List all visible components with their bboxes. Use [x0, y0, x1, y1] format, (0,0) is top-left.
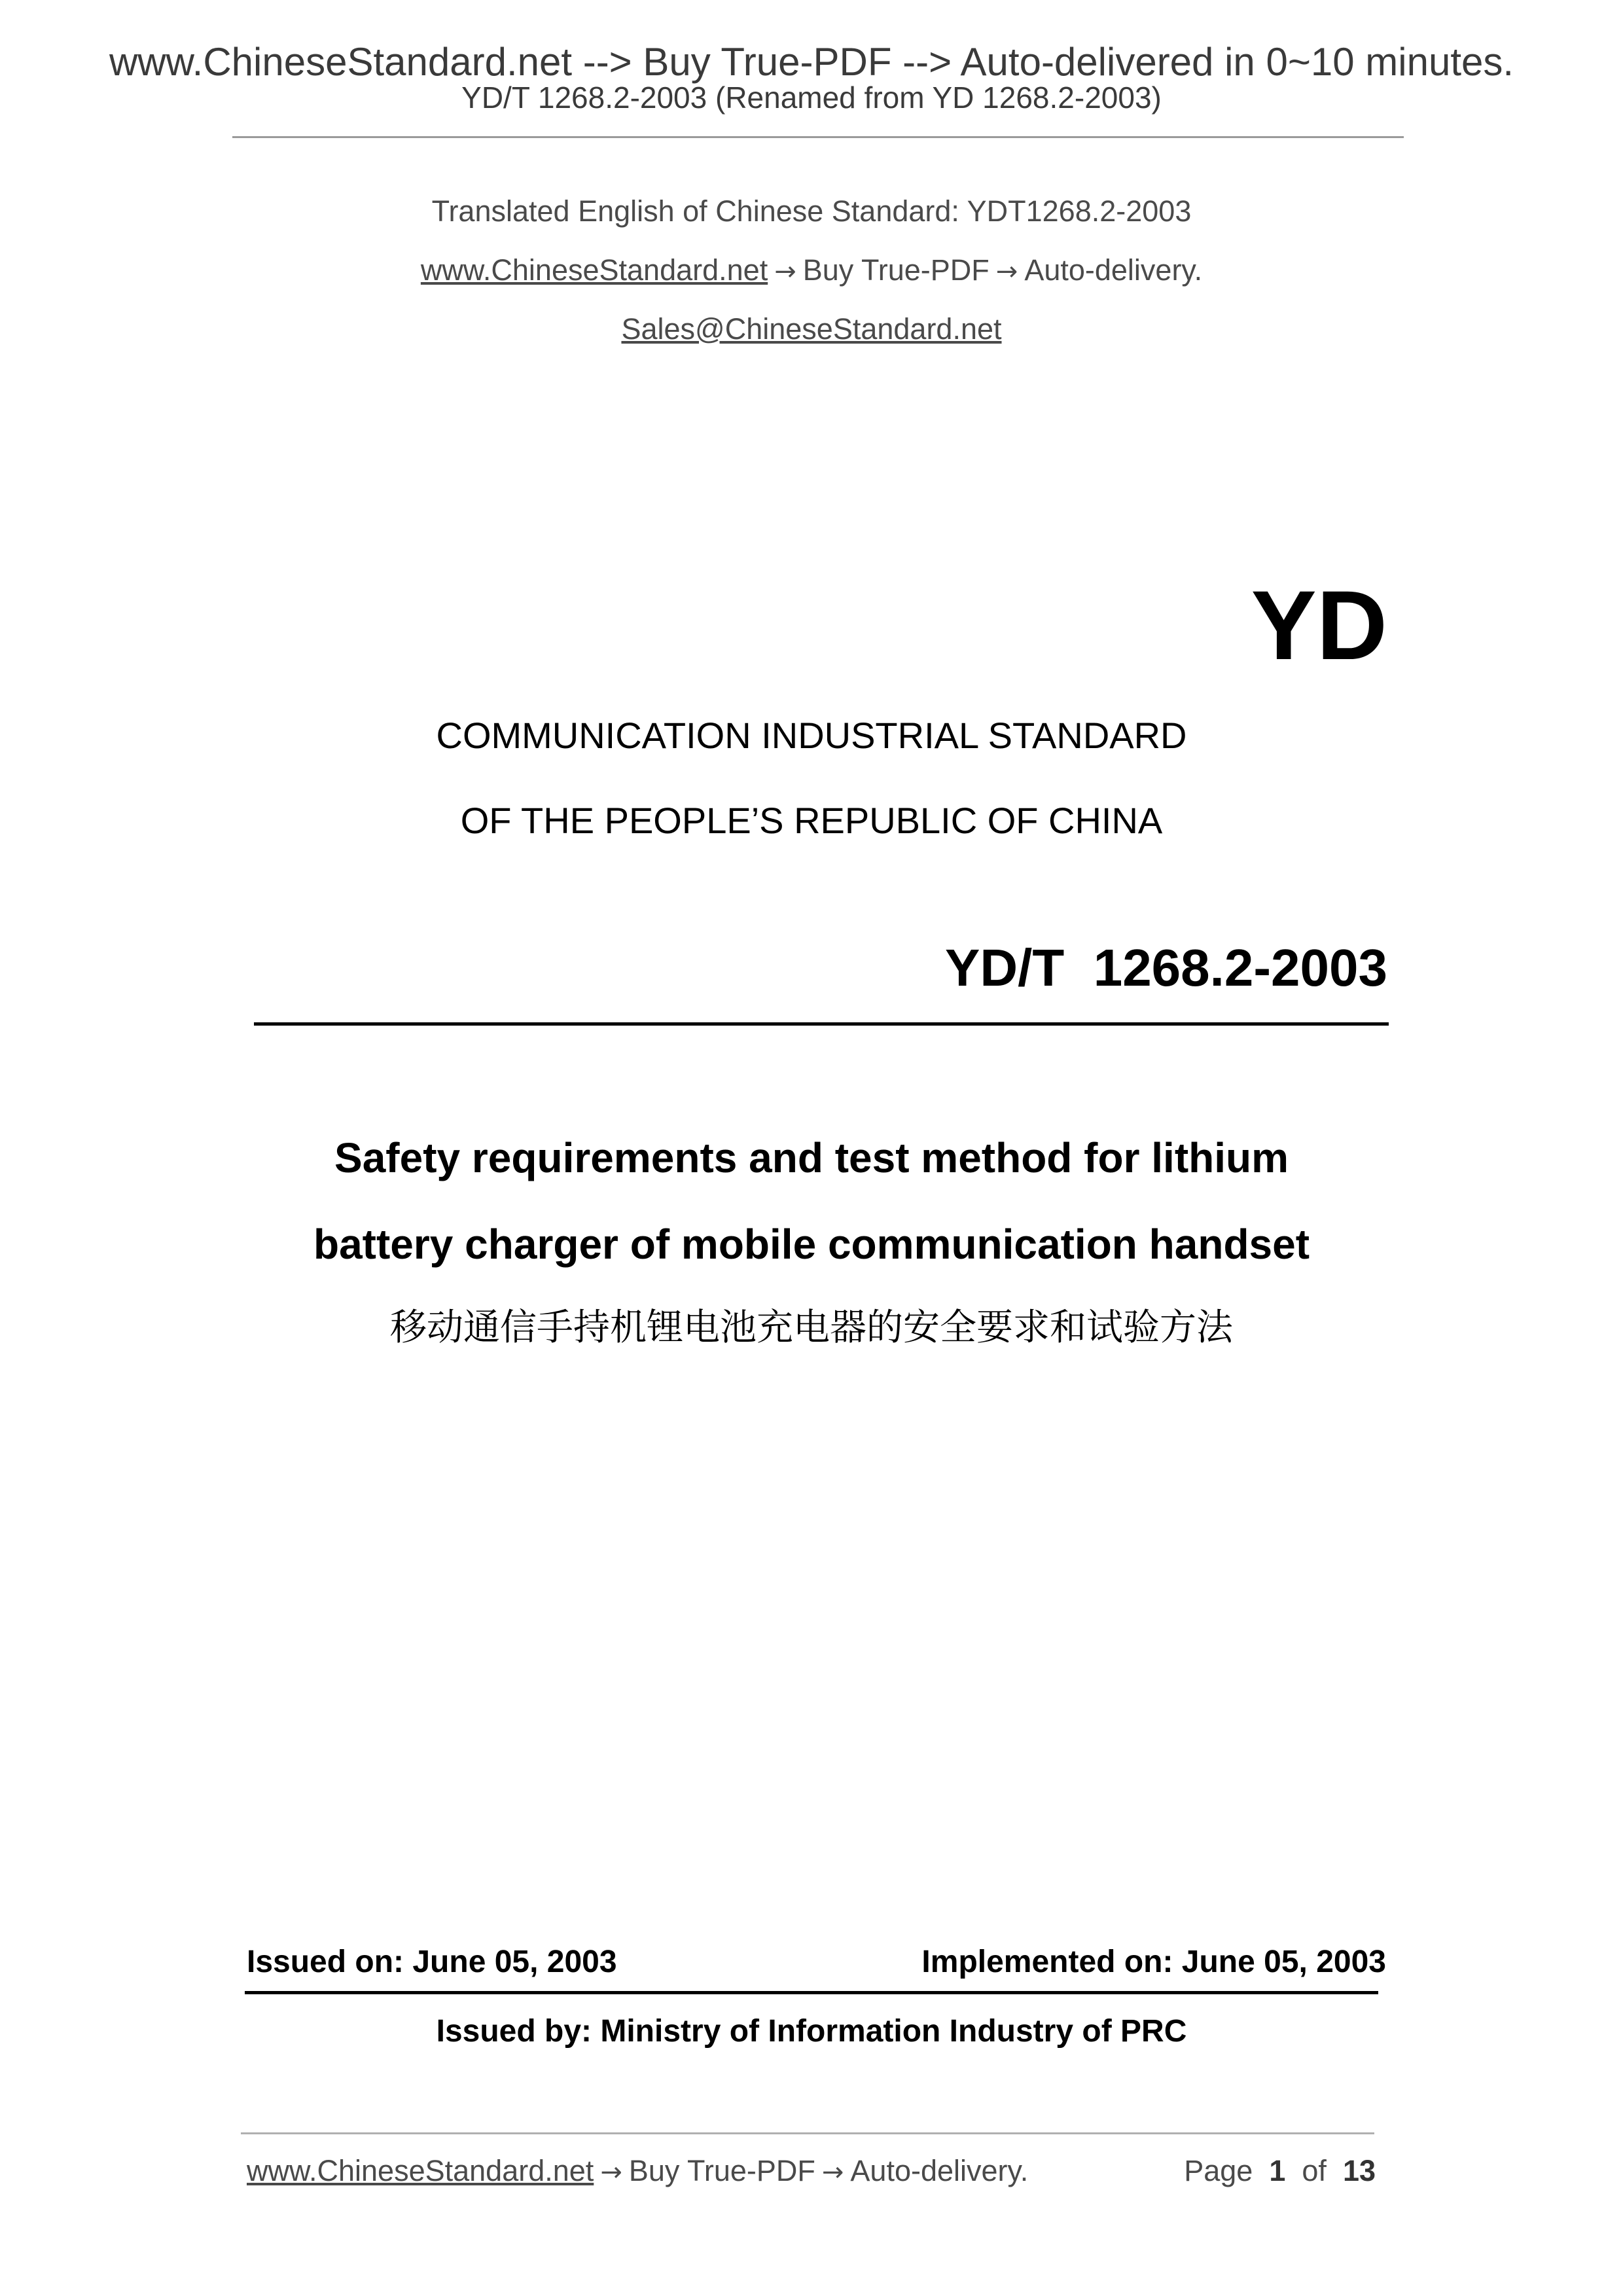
footer-site-link[interactable]: www.ChineseStandard.net — [247, 2154, 594, 2187]
standard-number-rule — [254, 1022, 1389, 1026]
standard-number: YD/T 1268.2-2003 — [945, 939, 1387, 997]
footer-buy-text: Buy True-PDF — [628, 2154, 815, 2187]
delivery-text: Auto-delivery. — [1024, 253, 1203, 287]
arrow-right-icon: → — [821, 2157, 844, 2187]
implemented-on: Implemented on: June 05, 2003 — [921, 1945, 1386, 1979]
buy-text: Buy True-PDF — [802, 253, 990, 287]
translated-line: Translated English of Chinese Standard: YDT1268.2-2003 — [431, 194, 1192, 228]
site-link[interactable]: www.ChineseStandard.net — [420, 253, 768, 287]
page-current: 1 — [1269, 2154, 1286, 2187]
organization-line-2: OF THE PEOPLE’S REPUBLIC OF CHINA — [460, 800, 1163, 841]
issued-on: Issued on: June 05, 2003 — [247, 1945, 617, 1979]
organization-line-1: COMMUNICATION INDUSTRIAL STANDARD — [436, 715, 1187, 756]
title-english-line-1: Safety requirements and test method for lithium — [334, 1134, 1289, 1181]
footer-divider — [241, 2132, 1374, 2134]
standard-code-mark: YD — [1251, 570, 1387, 680]
page-total: 13 — [1342, 2154, 1376, 2187]
issued-by: Issued by: Ministry of Information Industry of PRC — [436, 2014, 1187, 2049]
arrow-right-icon: → — [995, 257, 1018, 287]
arrow-right-icon: → — [774, 257, 796, 287]
page-indicator — [1184, 2155, 1376, 2187]
dates-rule — [245, 1991, 1378, 1994]
header-divider — [232, 136, 1404, 138]
title-english-line-2: battery charger of mobile communication handset — [313, 1221, 1310, 1268]
footer-delivery-text: Auto-delivery. — [850, 2154, 1029, 2187]
renamed-note: YD/T 1268.2-2003 (Renamed from YD 1268.2-2003) — [461, 81, 1162, 115]
title-chinese: 移动通信手持机锂电池充电器的安全要求和试验方法 — [390, 1306, 1233, 1349]
page-label: Page — [1184, 2154, 1253, 2187]
footer-purchase-line — [247, 2155, 1028, 2187]
purchase-line — [0, 253, 1623, 288]
page-of: of — [1302, 2154, 1327, 2187]
email-link[interactable]: Sales@ChineseStandard.net — [621, 312, 1002, 346]
arrow-right-icon: → — [600, 2157, 622, 2187]
email-line — [0, 312, 1623, 347]
top-banner: www.ChineseStandard.net --> Buy True-PDF --> Auto-delivered in 0~10 minutes. — [109, 40, 1514, 84]
